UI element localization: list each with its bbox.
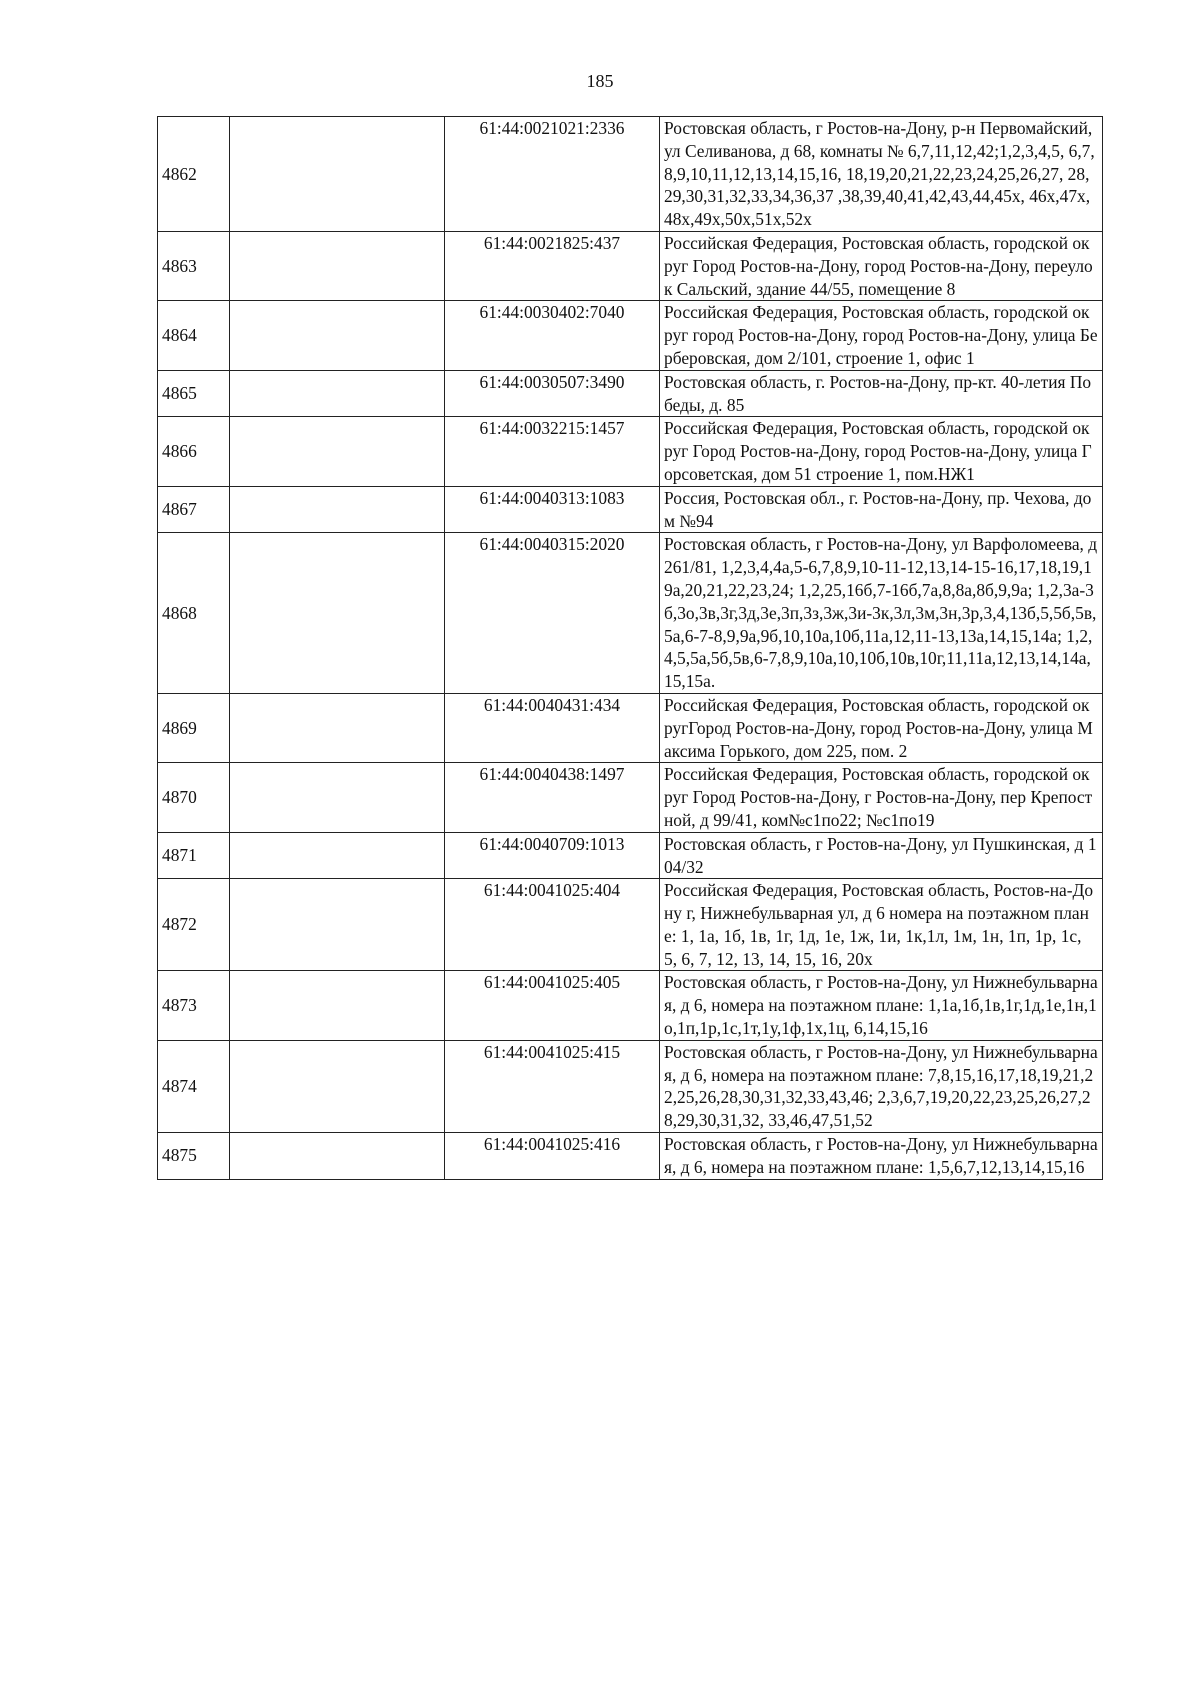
table-row: [158, 763, 1103, 832]
empty-cell: [230, 117, 445, 232]
table-row: [158, 1040, 1103, 1132]
cadastral-number-cell: 61:44:0021021:2336: [445, 117, 660, 232]
table-row: [158, 971, 1103, 1040]
empty-cell: [230, 533, 445, 694]
address-cell: Россия, Ростовская обл., г. Ростов-на-Дону, пр. Чехова, дом №94: [660, 486, 1103, 533]
row-number-cell: 4868: [158, 533, 230, 694]
address-cell: Ростовская область, г Ростов-на-Дону, ул Нижнебульварная, д 6, номера на поэтажном плане: 7,8,15,16,17,18,19,21,22,25,26,28,30,31,32,33,43,46; 2,3,6,7,19,20,22,23,25,26,27,28,29,30,31,32, 33,46,47,51,52: [660, 1040, 1103, 1132]
empty-cell: [230, 1133, 445, 1180]
empty-cell: [230, 1040, 445, 1132]
cadastral-number-cell: 61:44:0041025:405: [445, 971, 660, 1040]
table-row: [158, 693, 1103, 762]
address-cell: Российская Федерация, Ростовская область, городской округ город Ростов-на-Дону, город Ростов-на-Дону, улица Берберовская, дом 2/101, строение 1, офис 1: [660, 301, 1103, 370]
registry-table-body: [158, 117, 1103, 1180]
row-number-cell: 4867: [158, 486, 230, 533]
empty-cell: [230, 879, 445, 971]
address-cell: Ростовская область, г Ростов-на-Дону, ул Нижнебульварная, д 6, номера на поэтажном плане: 1,1а,1б,1в,1г,1д,1е,1н,1о,1п,1р,1с,1т,1у,1ф,1х,1ц, 6,14,15,16: [660, 971, 1103, 1040]
address-cell: Ростовская область, г Ростов-на-Дону, ул Пушкинская, д 104/32: [660, 832, 1103, 879]
page-number: 185: [586, 71, 614, 91]
row-number-cell: 4874: [158, 1040, 230, 1132]
address-cell: Ростовская область, г. Ростов-на-Дону, пр-кт. 40-летия Победы, д. 85: [660, 370, 1103, 417]
row-number-cell: 4871: [158, 832, 230, 879]
row-number-cell: 4862: [158, 117, 230, 232]
empty-cell: [230, 763, 445, 832]
cadastral-number-cell: 61:44:0040315:2020: [445, 533, 660, 694]
table-row: [158, 879, 1103, 971]
row-number-cell: 4864: [158, 301, 230, 370]
empty-cell: [230, 231, 445, 300]
row-number-cell: 4870: [158, 763, 230, 832]
table-row: [158, 370, 1103, 417]
row-number-cell: 4863: [158, 231, 230, 300]
empty-cell: [230, 486, 445, 533]
cadastral-number-cell: 61:44:0040431:434: [445, 693, 660, 762]
table-row: [158, 117, 1103, 232]
address-cell: Ростовская область, г Ростов-на-Дону, р-н Первомайский, ул Селиванова, д 68, комнаты № 6,7,11,12,42;1,2,3,4,5, 6,7,8,9,10,11,12,13,14,15,16, 18,19,20,21,22,23,24,25,26,27, 28,29,30,31,32,33,34,36,37 ,38,39,40,41,42,43,44,45х, 46х,47х,48х,49х,50х,51х,52х: [660, 117, 1103, 232]
empty-cell: [230, 693, 445, 762]
row-number-cell: 4875: [158, 1133, 230, 1180]
cadastral-number-cell: 61:44:0040313:1083: [445, 486, 660, 533]
cadastral-number-cell: 61:44:0040709:1013: [445, 832, 660, 879]
empty-cell: [230, 370, 445, 417]
cadastral-number-cell: 61:44:0030402:7040: [445, 301, 660, 370]
address-cell: Российская Федерация, Ростовская область, городской округ Город Ростов-на-Дону, г Ростов-на-Дону, пер Крепостной, д 99/41, ком№с1по22; №с1по19: [660, 763, 1103, 832]
cadastral-number-cell: 61:44:0021825:437: [445, 231, 660, 300]
cadastral-number-cell: 61:44:0032215:1457: [445, 417, 660, 486]
property-registry-table: [157, 116, 1103, 1180]
table-row: [158, 417, 1103, 486]
empty-cell: [230, 971, 445, 1040]
table-row: [158, 486, 1103, 533]
address-cell: Ростовская область, г Ростов-на-Дону, ул Нижнебульварная, д 6, номера на поэтажном плане: 1,5,6,7,12,13,14,15,16: [660, 1133, 1103, 1180]
address-cell: Российская Федерация, Ростовская область, Ростов-на-Дону г, Нижнебульварная ул, д 6 номера на поэтажном плане: 1, 1а, 1б, 1в, 1г, 1д, 1е, 1ж, 1и, 1к,1л, 1м, 1н, 1п, 1р, 1с, 5, 6, 7, 12, 13, 14, 15, 16, 20х: [660, 879, 1103, 971]
row-number-cell: 4865: [158, 370, 230, 417]
empty-cell: [230, 832, 445, 879]
table-row: [158, 832, 1103, 879]
address-cell: Российская Федерация, Ростовская область, городской округГород Ростов-на-Дону, город Ростов-на-Дону, улица Максима Горького, дом 225, пом. 2: [660, 693, 1103, 762]
cadastral-number-cell: 61:44:0041025:404: [445, 879, 660, 971]
address-cell: Ростовская область, г Ростов-на-Дону, ул Варфоломеева, д 261/81, 1,2,3,4,4а,5-6,7,8,9,10-11-12,13,14-15-16,17,18,19,19а,20,21,22,23,24; 1,2,25,16б,7-16б,7а,8,8а,8б,9,9а; 1,2,3а-3б,3о,3в,3г,3д,3е,3п,3з,3ж,3и-3к,3л,3м,3н,3р,3,4,13б,5,5б,5в,5а,6-7-8,9,9а,9б,10,10а,10б,11а,12,11-13,13а,14,15,14а; 1,2,4,5,5а,5б,5в,6-7,8,9,10а,10,10б,10в,10г,11,11а,12,13,14,14а,15,15а.: [660, 533, 1103, 694]
table-row: [158, 1133, 1103, 1180]
empty-cell: [230, 301, 445, 370]
table-row: [158, 231, 1103, 300]
cadastral-number-cell: 61:44:0041025:415: [445, 1040, 660, 1132]
row-number-cell: 4866: [158, 417, 230, 486]
address-cell: Российская Федерация, Ростовская область, городской округ Город Ростов-на-Дону, город Ростов-на-Дону, улица Горсоветская, дом 51 строение 1, пом.НЖ1: [660, 417, 1103, 486]
cadastral-number-cell: 61:44:0041025:416: [445, 1133, 660, 1180]
table-row: [158, 533, 1103, 694]
row-number-cell: 4872: [158, 879, 230, 971]
row-number-cell: 4869: [158, 693, 230, 762]
row-number-cell: 4873: [158, 971, 230, 1040]
cadastral-number-cell: 61:44:0030507:3490: [445, 370, 660, 417]
empty-cell: [230, 417, 445, 486]
address-cell: Российская Федерация, Ростовская область, городской округ Город Ростов-на-Дону, город Ростов-на-Дону, переулок Сальский, здание 44/55, помещение 8: [660, 231, 1103, 300]
cadastral-number-cell: 61:44:0040438:1497: [445, 763, 660, 832]
table-row: [158, 301, 1103, 370]
